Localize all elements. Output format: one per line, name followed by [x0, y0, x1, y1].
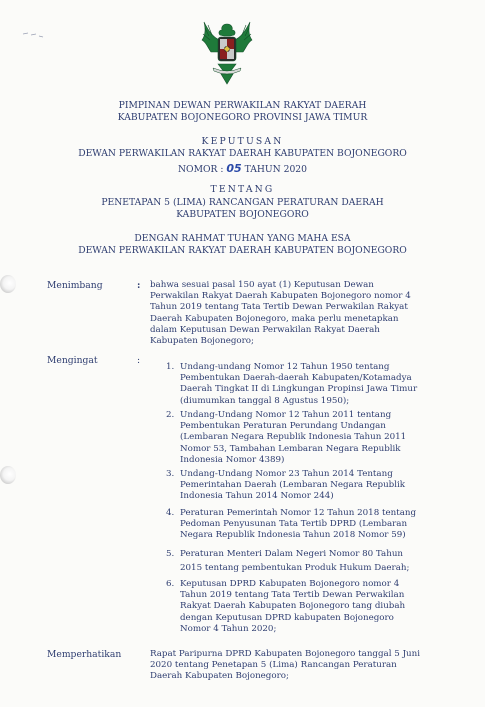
item-line: Keputusan DPRD Kabupaten Bojonegoro nomor 4: [180, 579, 400, 589]
tentang-heading: TENTANG: [210, 184, 275, 195]
item-line: dengan Keputusan DPRD kabupaten Bojonegoro: [180, 612, 394, 623]
item-line: (Lembaran Negara Republik Indonesia Tahun 2011: [180, 432, 407, 443]
item-line: Indonesia Tahun 2014 Nomor 244): [180, 491, 334, 502]
nomor-label: NOMOR :: [178, 164, 224, 175]
memperhatikan-line: Rapat Paripurna DPRD Kabupaten Bojonegoro tanggal 5 Juni: [150, 649, 421, 659]
garuda-emblem: [199, 18, 255, 86]
item-number: 2.: [166, 410, 175, 420]
subject-line-1: PENETAPAN 5 (LIMA) RANCANGAN PERATURAN DAERAH: [101, 197, 384, 208]
memperhatikan-text: [150, 649, 430, 683]
header-line-2: KABUPATEN BOJONEGORO PROVINSI JAWA TIMUR: [117, 112, 368, 123]
memperhatikan-line: Daerah Kabupaten Bojonegoro;: [150, 671, 289, 682]
item-line: Undang-Undang Nomor 23 Tahun 2014 Tentang: [180, 469, 393, 479]
item-line: Nomor 4 Tahun 2020;: [180, 623, 277, 634]
keputusan-title: KEPUTUSAN: [201, 136, 284, 147]
item-line: (diumumkan tanggal 8 Agustus 1950);: [180, 395, 350, 406]
item-line: Pemerintahan Daerah (Lembaran Negara Republik: [180, 480, 406, 491]
item-line: Daerah Tingkat II di Lingkungan Propinsi Jawa Timur: [180, 384, 418, 395]
item-number: 3.: [166, 469, 175, 479]
memperhatikan-label: Memperhatikan: [47, 649, 122, 660]
item-line: Undang-undang Nomor 12 Tahun 1950 tentang: [180, 362, 390, 372]
item-number: 4.: [166, 508, 175, 518]
item-line: Pembentukan Daerah-daerah Kabupaten/Kotamadya: [180, 373, 412, 384]
menimbang-line: dalam Keputusan Dewan Perwakilan Rakyat Daerah: [150, 324, 380, 335]
punch-hole-upper: [0, 275, 16, 293]
item-line: 2015 tentang pembentukan Produk Hukum Daerah;: [180, 562, 410, 573]
item-line: Nomor 53, Tambahan Lembaran Negara Republik: [180, 443, 401, 454]
nomor-line: [0, 163, 485, 176]
item-line: Pedoman Penyusunan Tata Tertib DPRD (Lembaran: [180, 519, 408, 530]
issuer-line: DEWAN PERWAKILAN RAKYAT DAERAH KABUPATEN BOJONEGORO: [78, 148, 407, 159]
preamble-line-2: DEWAN PERWAKILAN RAKYAT DAERAH KABUPATEN BOJONEGORO: [78, 245, 407, 256]
item-number: 5.: [166, 549, 175, 559]
item-line: Peraturan Menteri Dalam Negeri Nomor 80 Tahun: [180, 549, 404, 559]
paper-scuff-mark: [22, 30, 44, 38]
mengingat-label: Mengingat: [47, 355, 98, 366]
item-number: 1.: [166, 362, 175, 372]
preamble-line-1: DENGAN RAHMAT TUHAN YANG MAHA ESA: [134, 233, 351, 244]
item-line: Peraturan Pemerintah Nomor 12 Tahun 2018 tentang: [180, 508, 417, 518]
menimbang-line: Perwakilan Rakyat Daerah Kabupaten Bojonegoro nomor 4: [150, 291, 411, 302]
subject-line-2: KABUPATEN BOJONEGORO: [176, 209, 309, 220]
memperhatikan-line: 2020 tentang Penetapan 5 (Lima) Rancangan Peraturan: [150, 660, 397, 671]
nomor-value: 05: [226, 162, 242, 175]
item-line: Undang-Undang Nomor 12 Tahun 2011 tentang: [180, 410, 392, 420]
menimbang-line: bahwa sesuai pasal 150 ayat (1) Keputusan Dewan: [150, 280, 374, 290]
menimbang-line: Daerah Kabupaten Bojonegoro, maka perlu menetapkan: [150, 313, 399, 324]
item-line: Tahun 2019 tentang Tata Tertib Dewan Perwakilan: [180, 590, 405, 601]
menimbang-line: Kabupaten Bojonegoro;: [150, 336, 254, 347]
menimbang-label: Menimbang: [47, 280, 103, 291]
item-line: Indonesia Nomor 4389): [180, 454, 285, 465]
item-line: Negara Republik Indonesia Tahun 2018 Nomor 59): [180, 530, 406, 541]
item-number: 6.: [166, 579, 175, 589]
menimbang-text: [150, 280, 430, 347]
item-line: Pembentukan Peraturan Perundang Undangan: [180, 421, 386, 432]
punch-hole-lower: [0, 466, 16, 484]
header-line-1: PIMPINAN DEWAN PERWAKILAN RAKYAT DAERAH: [118, 100, 367, 111]
item-line: Rakyat Daerah Kabupaten Bojonegoro tang diubah: [180, 601, 406, 612]
mengingat-colon: :: [137, 355, 141, 366]
menimbang-line: Tahun 2019 tentang Tata Tertib Dewan Perwakilan Rakyat: [150, 302, 408, 313]
nomor-year: TAHUN 2020: [244, 164, 307, 175]
menimbang-colon: :: [137, 280, 141, 291]
